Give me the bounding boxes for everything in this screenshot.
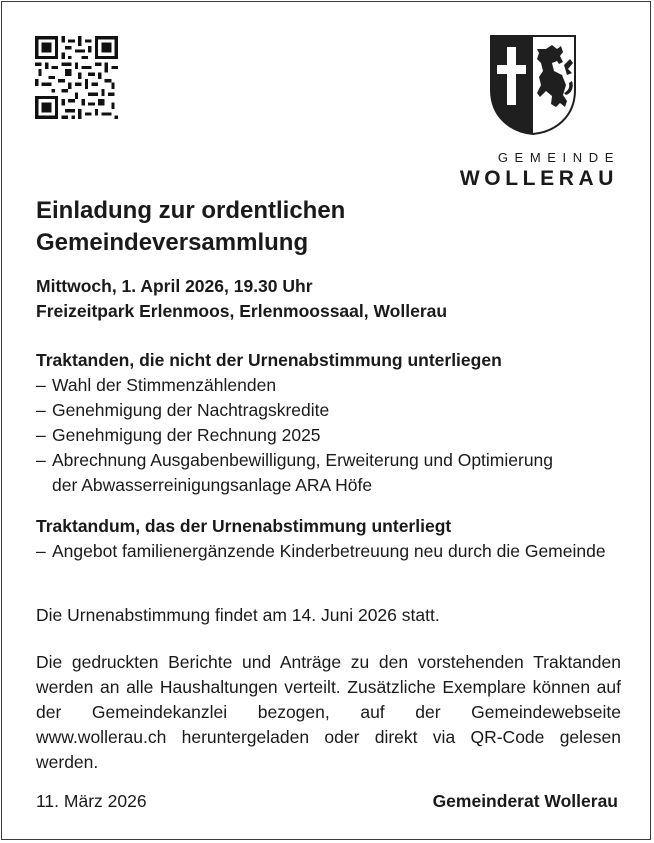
signature: Gemeinderat Wollerau bbox=[432, 791, 618, 811]
dash-bullet: – bbox=[36, 400, 46, 420]
list-item bbox=[36, 539, 621, 564]
title-line-1: Einladung zur ordentlichen bbox=[36, 197, 346, 224]
title-line-2: Gemeindeversammlung bbox=[36, 229, 309, 256]
list-item-text: Angebot familienergänzende Kinderbetreuung neu durch die Gemeinde bbox=[52, 541, 606, 561]
section-heading: Traktanden, die nicht der Urnenabstimmung unterliegen bbox=[36, 350, 502, 370]
list-item-text: Wahl der Stimmenzählenden bbox=[52, 375, 277, 395]
section-heading: Traktandum, das der Urnenabstimmung unterliegt bbox=[36, 516, 452, 536]
agenda-list bbox=[36, 373, 621, 498]
event-date-time: Mittwoch, 1. April 2026, 19.30 Uhr bbox=[36, 276, 313, 296]
ballot-note: Die Urnenabstimmung findet am 14. Juni 2026 statt. bbox=[36, 605, 440, 625]
event-details bbox=[36, 274, 626, 324]
section-agenda-without-ballot bbox=[36, 348, 621, 498]
dash-bullet: – bbox=[36, 425, 46, 445]
agenda-list bbox=[36, 539, 621, 564]
list-item bbox=[36, 448, 621, 498]
event-location: Freizeitpark Erlenmoos, Erlenmoossaal, Wollerau bbox=[36, 301, 448, 321]
list-item-text: Genehmigung der Rechnung 2025 bbox=[52, 425, 321, 445]
issue-date: 11. März 2026 bbox=[36, 791, 147, 811]
list-item bbox=[36, 398, 621, 423]
list-item bbox=[36, 423, 621, 448]
list-item-text: Abrechnung Ausgabenbewilligung, Erweiterung und Optimierung der Abwasserreinigungsanlage ARA Höfe bbox=[52, 450, 554, 495]
dash-bullet: – bbox=[36, 375, 46, 395]
qr-code-icon[interactable] bbox=[35, 36, 118, 119]
coat-of-arms-icon bbox=[490, 35, 576, 135]
reports-note: Die gedruckten Berichte und Anträge zu den vorstehenden Traktanden werden an alle Haushaltungen verteilt. Zusätzliche Exemplare können auf der Gemeindekanzlei bezogen, auf der Gemeindewebseite www.wollerau.ch heruntergeladen oder direkt via QR-Code gelesen werden. bbox=[36, 652, 621, 772]
page-title bbox=[36, 195, 596, 259]
municipality-prefix: GEMEINDE bbox=[497, 150, 620, 165]
dash-bullet: – bbox=[36, 450, 46, 470]
dash-bullet: – bbox=[36, 541, 46, 561]
municipality-name: WOLLERAU bbox=[459, 167, 618, 190]
section-agenda-with-ballot bbox=[36, 514, 621, 564]
list-item-text: Genehmigung der Nachtragskredite bbox=[52, 400, 330, 420]
list-item bbox=[36, 373, 621, 398]
